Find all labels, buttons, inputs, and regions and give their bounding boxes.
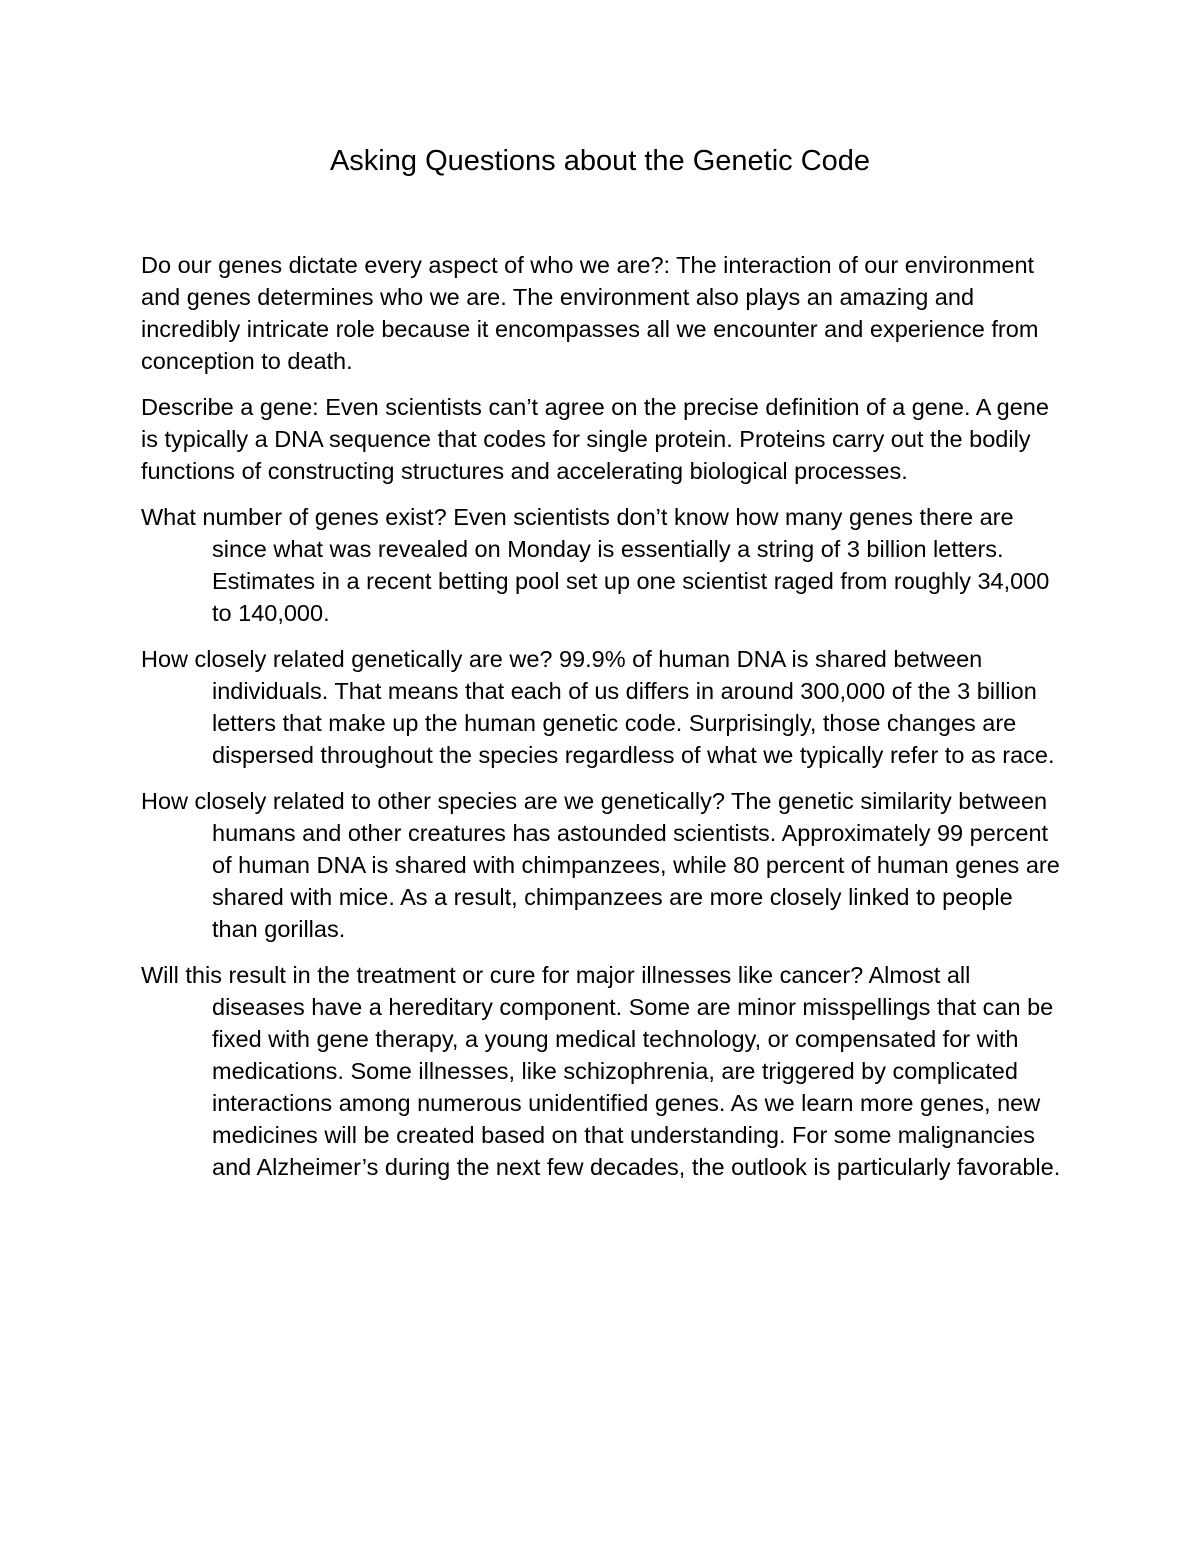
paragraph-describe-gene: Describe a gene: Even scientists can’t agree on the precise definition of a gene. A gene is typically a DNA sequence that codes for single protein. Proteins carry out the bodily functions of constructing structures and accelerating biological processes. [141, 394, 1049, 484]
paragraph-treatment-cure: Will this result in the treatment or cure for major illnesses like cancer? Almost all diseases have a hereditary component. Some are minor misspellings that can be fixed with gene therapy, a young medical technology, or compensated for with medications. Some illnesses, like schizophrenia, are triggered by complicated interactions among numerous unidentified genes. As we learn more genes, new medicines will be created based on that understanding. For some malignancies and Alzheimer’s during the next few decades, the outlook is particularly favorable. [141, 962, 1061, 1180]
paragraph-other-species: How closely related to other species are we genetically? The genetic similarity between humans and other creatures has astounded scientists. Approximately 99 percent of human DNA is shared with chimpanzees, while 80 percent of human genes are shared with mice. As a result, chimpanzees are more closely linked to people than gorillas. [141, 788, 1060, 942]
paragraph-number-of-genes: What number of genes exist? Even scientists don’t know how many genes there are since what was revealed on Monday is essentially a string of 3 billion letters. Estimates in a recent betting pool set up one scientist raged from roughly 34,000 to 140,000. [141, 504, 1050, 626]
document-title: Asking Questions about the Genetic Code [329, 145, 871, 177]
paragraph-genetic-relation: How closely related genetically are we? 99.9% of human DNA is shared between individuals. That means that each of us differs in around 300,000 of the 3 billion letters that make up the human genetic code. Surprisingly, those changes are dispersed throughout the species regardless of what we typically refer to as race. [141, 646, 1055, 768]
document-body [141, 249, 1061, 1197]
paragraph-genes-dictate: Do our genes dictate every aspect of who we are?: The interaction of our environment and genes determines who we are. The environment also plays an amazing and incredibly intricate role because it encompasses all we encounter and experience from conception to death. [141, 252, 1039, 374]
